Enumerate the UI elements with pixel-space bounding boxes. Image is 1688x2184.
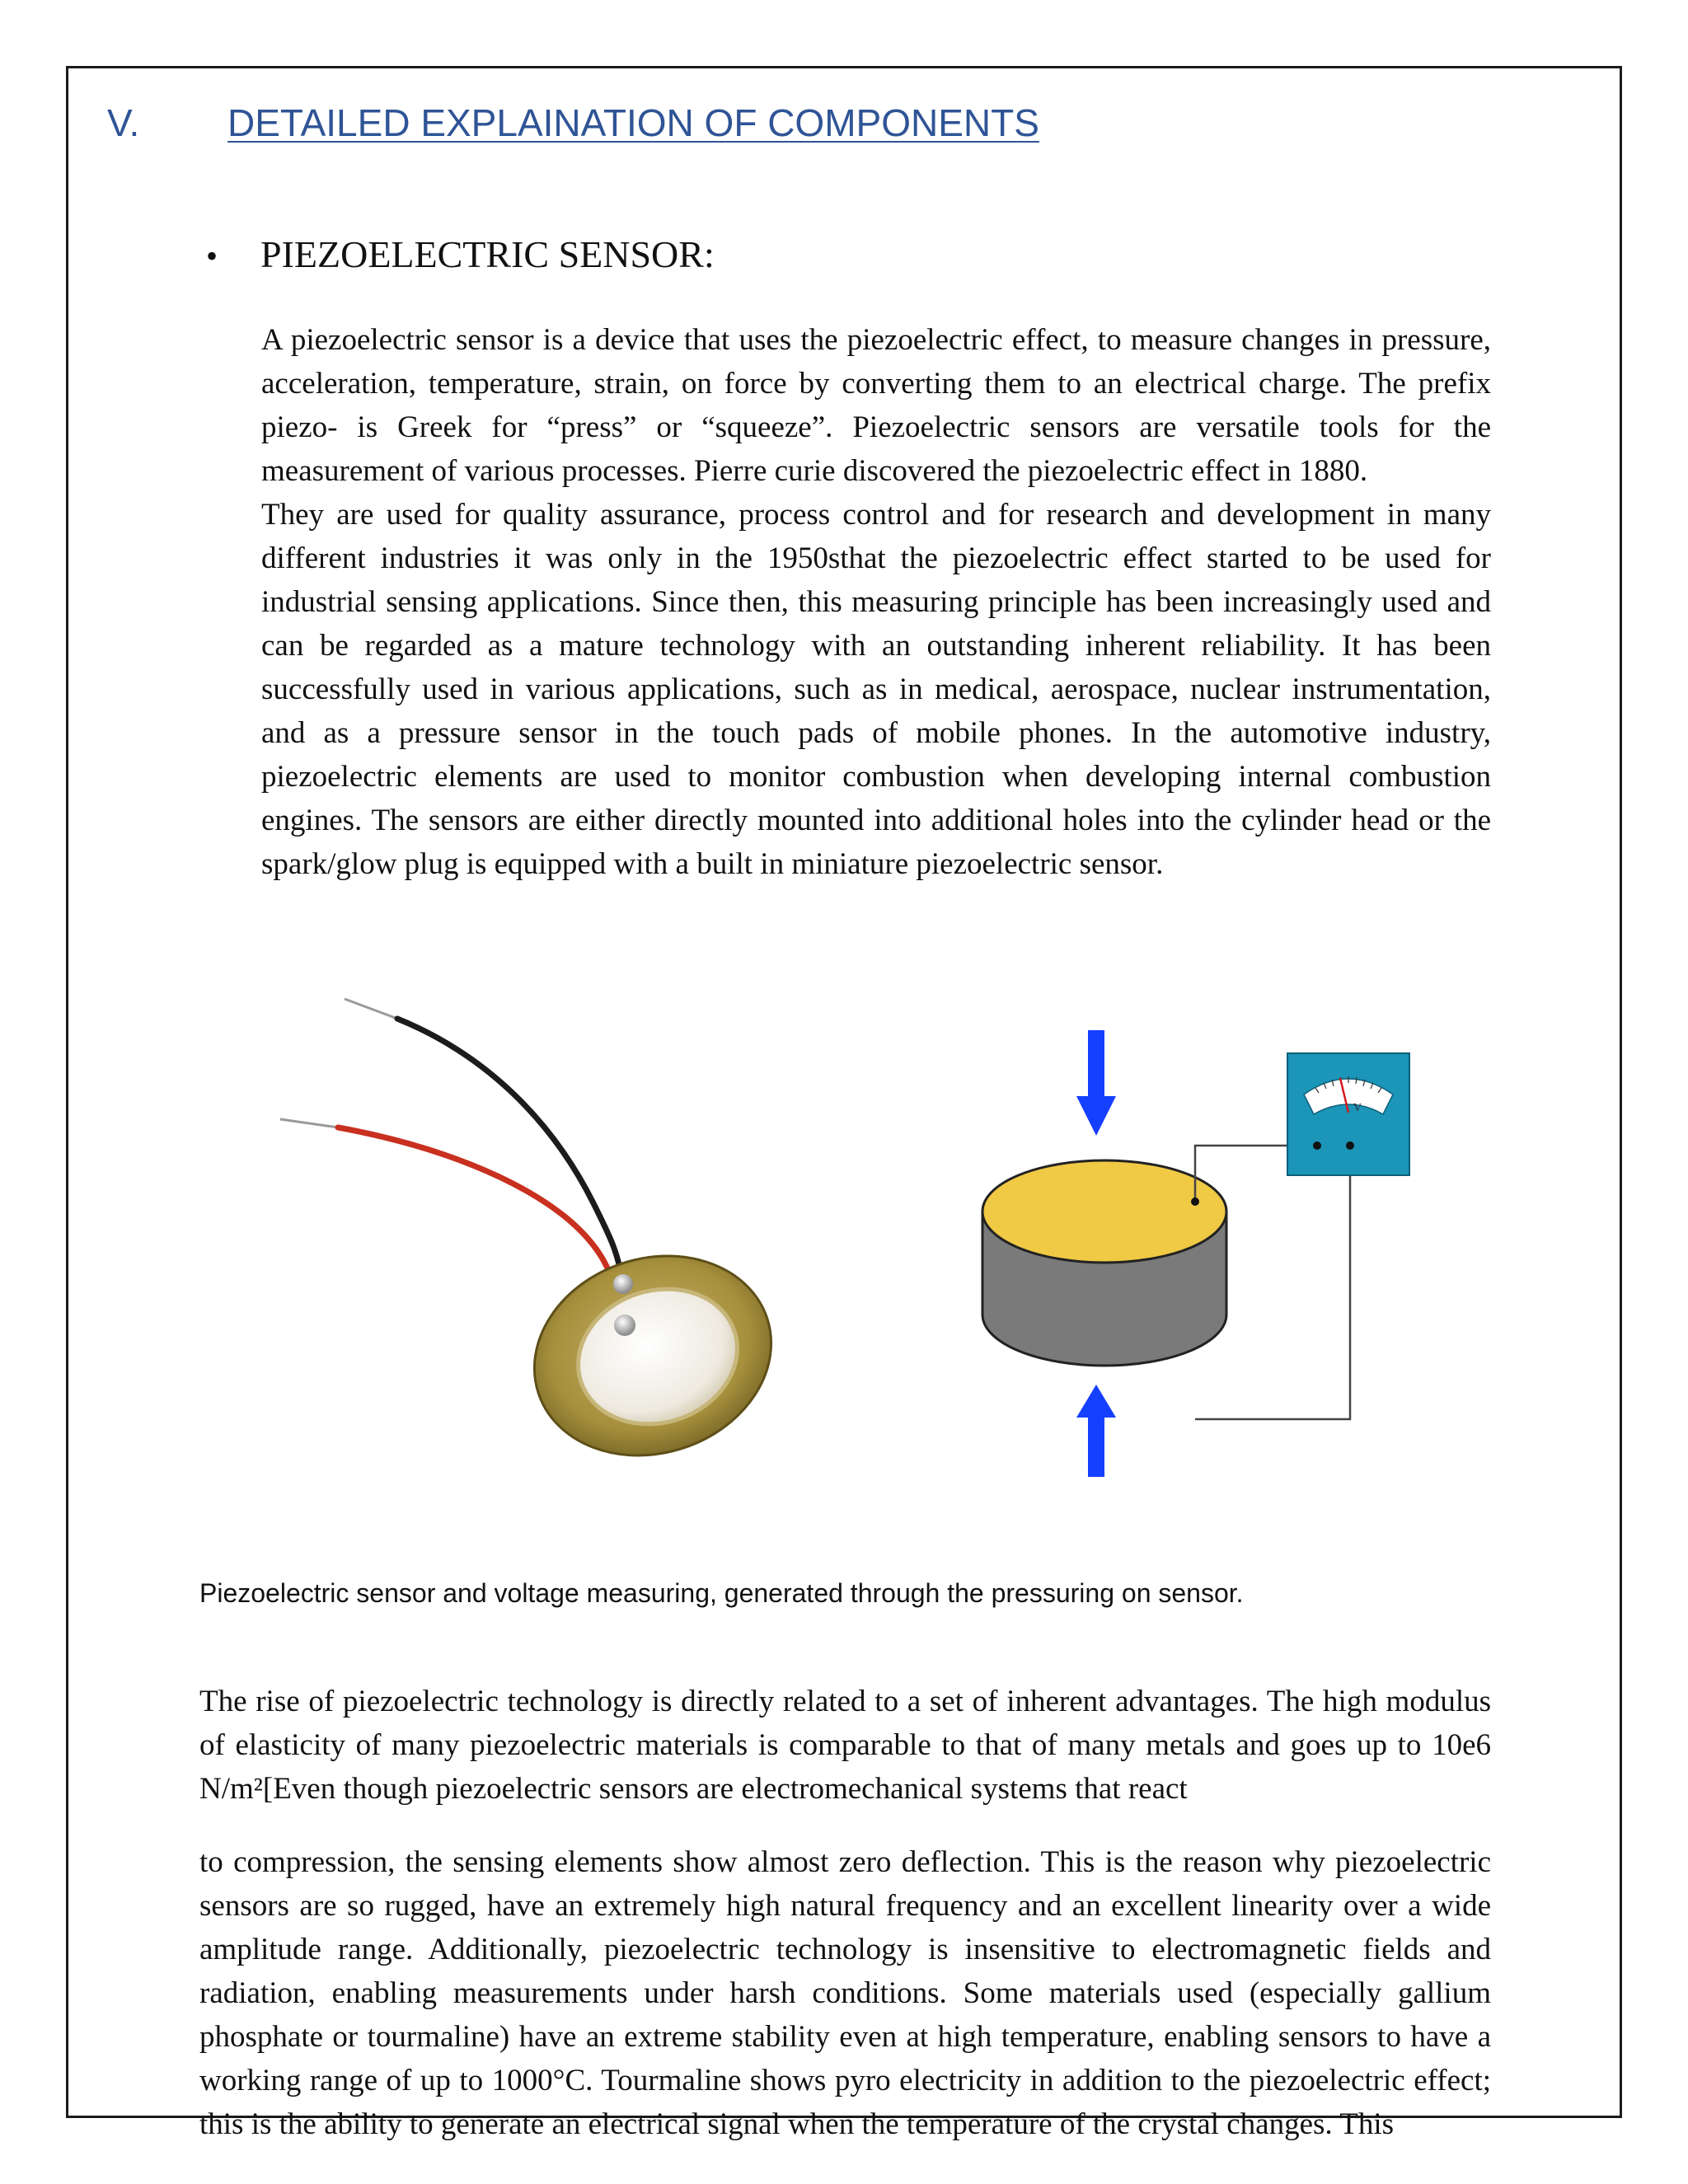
advantages-paragraph	[199, 1680, 1491, 1811]
piezo-voltage-diagram	[982, 1030, 1409, 1477]
subsection-title: PIEZOELECTRIC SENSOR:	[260, 233, 715, 275]
black-wire-tip	[345, 999, 397, 1019]
piezo-disc-illustration	[280, 999, 797, 1485]
section-number: V.	[107, 101, 140, 144]
advantages-text: The rise of piezoelectric technology is directly related to a set of inherent advantages. The high modulus of elasticity of many piezoelectric materials is comparable to that of many metals and goes up to 10e6 N/m²[Even though piezoelectric sensors are electromechanical systems that react	[199, 1685, 1491, 1806]
down-force-arrow	[1076, 1030, 1116, 1136]
intro-paragraph-2: They are used for quality assurance, process control and for research and development in many different industries it was only in the 1950sthat the piezoelectric effect started to be used for industrial sensing applications. Since then, this measuring principle has been increasingly used and can be regarded as a mature technology with an outstanding inherent reliability. It has been successfully used in various applications, such as in medical, aerospace, nuclear instrumentation, and as a pressure sensor in the touch pads of mobile phones. In the automotive industry, piezoelectric elements are used to monitor combustion when developing internal combustion engines. The sensors are either directly mounted into additional holes into the cylinder head or the spark/glow plug is equipped with a built in miniature piezoelectric sensor.	[261, 498, 1491, 881]
up-force-arrow-head	[1076, 1385, 1116, 1418]
meter-terminal-left	[1313, 1141, 1321, 1150]
red-wire-tip	[280, 1119, 338, 1127]
meter-terminal-right	[1346, 1141, 1354, 1150]
solder-point-red	[614, 1315, 635, 1336]
solder-point-black	[613, 1274, 633, 1294]
intro-paragraph-1: A piezoelectric sensor is a device that uses the piezoelectric effect, to measure changes in pressure, acceleration, temperature, strain, on force by converting them to an electrical charge. The prefix piezo- is Greek for “press” or “squeeze”. Piezoelectric sensors are versatile tools for the measurement of various processes. Pierre curie discovered the piezoelectric effect in 1880.	[261, 323, 1491, 488]
subsection-heading	[206, 232, 715, 276]
intro-text-block	[261, 318, 1491, 886]
cylinder-top-face	[982, 1160, 1226, 1263]
figure-piezo-sensor	[206, 972, 1484, 1533]
bullet-icon: •	[206, 237, 218, 274]
section-heading	[107, 101, 1343, 145]
compression-paragraph	[199, 1840, 1491, 2146]
up-force-arrow-shaft	[1088, 1418, 1104, 1477]
section-title: DETAILED EXPLAINATION OF COMPONENTS	[227, 101, 1039, 144]
voltmeter-label: V	[1353, 1102, 1362, 1114]
voltmeter-box	[1287, 1053, 1409, 1175]
figure-caption: Piezoelectric sensor and voltage measuring, generated through the pressuring on sensor.	[199, 1578, 1244, 1608]
top-contact-dot	[1191, 1197, 1199, 1206]
compression-text: to compression, the sensing elements show almost zero deflection. This is the reason why piezoelectric sensors are so rugged, have an extremely high natural frequency and an excellent linearity over a wide amplitude range. Additionally, piezoelectric technology is insensitive to electromagnetic fields and radiation, enabling measurements under harsh conditions. Some materials used (especially gallium phosphate or tourmaline) have an extreme stability even at high temperature, enabling sensors to have a working range of up to 1000°C. Tourmaline shows pyro electricity in addition to the piezoelectric effect; this is the ability to generate an electrical signal when the temperature of the crystal changes. This	[199, 1845, 1491, 2141]
figure-graphic	[206, 972, 1484, 1533]
